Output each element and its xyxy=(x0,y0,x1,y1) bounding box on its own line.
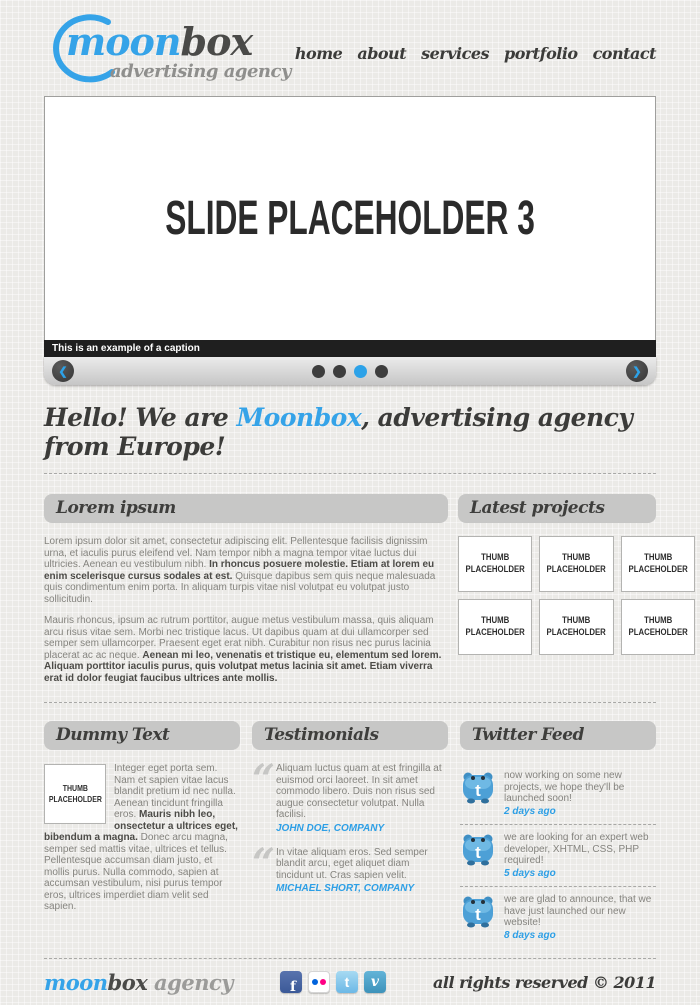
lorem-title: Lorem ipsum xyxy=(44,494,448,523)
logo-wordmark xyxy=(66,19,253,64)
footer-logo-box: box xyxy=(107,969,148,995)
footer-logo-moon: moon xyxy=(44,969,108,995)
dummy-text-section xyxy=(44,721,240,948)
logo-tagline: advertising agency xyxy=(110,61,291,82)
tweet-text: we are glad to announce, that we have just launched our new website! xyxy=(504,894,652,928)
thumb-label: PLACEHOLDER xyxy=(628,564,688,575)
quote-icon: “ xyxy=(252,756,276,803)
twitter-icon[interactable] xyxy=(336,971,358,993)
project-thumb-6[interactable] xyxy=(621,599,695,655)
flickr-pink-dot xyxy=(320,979,326,985)
project-thumb-2[interactable] xyxy=(539,536,613,592)
testimonial-1-author[interactable]: JOHN DOE, COMPANY xyxy=(276,822,385,834)
slider-dot-2[interactable] xyxy=(333,365,346,378)
slider-dot-3-active[interactable] xyxy=(354,365,367,378)
tweet-1 xyxy=(460,763,656,825)
tweet-3-content xyxy=(504,894,656,941)
divider xyxy=(44,473,656,474)
tweet-3-time[interactable]: 8 days ago xyxy=(504,929,556,941)
flickr-blue-dot xyxy=(312,979,318,985)
copyright-text: all rights reserved © 2011 xyxy=(433,972,656,992)
vimeo-glyph: v xyxy=(370,974,380,990)
thumb-label: THUMB xyxy=(643,615,672,627)
slider-dot-1[interactable] xyxy=(312,365,325,378)
facebook-icon[interactable] xyxy=(280,971,302,993)
hello-brand: Moonbox xyxy=(236,403,362,432)
footer-logo[interactable] xyxy=(44,970,233,995)
testimonial-2 xyxy=(252,839,448,895)
content-row-top xyxy=(44,494,688,694)
flickr-icon[interactable] xyxy=(308,971,330,993)
vimeo-icon[interactable] xyxy=(364,971,386,993)
tweet-2-content xyxy=(504,832,656,879)
twitter-glyph: t xyxy=(344,974,350,990)
site-header xyxy=(44,0,656,92)
dummy-text-bold: Mauris nibh leo, onsectetur a ultrices eget, bibendum a magna. xyxy=(44,809,238,843)
thumb-label: PLACEHOLDER xyxy=(465,627,525,638)
latest-projects-title: Latest projects xyxy=(458,494,656,523)
slider-controls xyxy=(44,357,656,385)
svg-text:t: t xyxy=(475,843,481,862)
lorem-p1-text2: Quisque dapibus sem quis neque malesuada quis condimentum enim porta. In aliquam turpis vitae nisl volutpat eu volutpat justo sollicitudin. xyxy=(44,570,436,605)
tweet-2 xyxy=(460,825,656,887)
project-thumb-3[interactable] xyxy=(621,536,695,592)
testimonial-1-text: Aliquam luctus quam at est fringilla at euismod orci laoreet. In sit amet commodo libero. Duis non risus sed augue consectetur volutpat. Nulla facilisi. xyxy=(276,763,442,820)
tweet-1-content xyxy=(504,770,656,817)
logo-moon: moon xyxy=(66,19,181,64)
twitter-feed-title: Twitter Feed xyxy=(460,721,656,750)
tweet-text: now working on some new projects, we hope they'll be launched soon! xyxy=(504,770,625,804)
slider-dot-4[interactable] xyxy=(375,365,388,378)
twitter-bird-icon xyxy=(460,894,496,928)
testimonials-title: Testimonials xyxy=(252,721,448,750)
testimonial-2-author[interactable]: MICHAEL SHORT, COMPANY xyxy=(276,883,415,894)
thumb-label: PLACEHOLDER xyxy=(628,627,688,638)
lorem-p1-text: Lorem ipsum dolor sit amet, consectetur adipiscing elit. Pellentesque facilisis dignissim urna, et iaculis purus eleifend vel. Nam tempor nibh a magna tempor vitae luctus dui ultricies. Aenean eu vestibulum nibh. xyxy=(44,536,428,570)
projects-grid xyxy=(458,536,688,655)
thumb-label: PLACEHOLDER xyxy=(546,564,607,575)
site-footer xyxy=(44,959,656,1005)
dummy-text-title: Dummy Text xyxy=(44,721,240,750)
facebook-glyph: f xyxy=(289,979,297,995)
lorem-section xyxy=(44,494,448,694)
thumb-label: THUMB xyxy=(62,783,88,794)
testimonials-section xyxy=(252,721,448,948)
prev-arrow-icon[interactable]: ❮ xyxy=(52,360,74,382)
project-thumb-1[interactable] xyxy=(458,536,532,592)
quote-icon: “ xyxy=(252,839,276,887)
next-arrow-icon[interactable]: ❯ xyxy=(626,360,648,382)
slide-title: SLIDE PLACEHOLDER 3 xyxy=(165,192,535,245)
nav-portfolio[interactable]: portfolio xyxy=(504,43,578,63)
dummy-text-body xyxy=(44,763,240,913)
testimonial-2-text: In vitae aliquam eros. Sed semper blandit arcu, eget aliquet diam tincidunt ut. Cras sapien velit. xyxy=(276,846,428,881)
tweet-2-time[interactable]: 5 days ago xyxy=(504,867,556,879)
dummy-text2: Donec arcu magna, semper sed mattis vitae, ultrices et tellus. Pellentesque accumsan diam justo, et mollis purus. Nulla commodo, sapien at accumsan vestibulum, nisi purus tempor eros, ultrices imperdiet diam velit sed sapien. xyxy=(44,832,228,912)
svg-text:t: t xyxy=(475,905,481,924)
slide xyxy=(44,96,656,340)
latest-projects-section xyxy=(458,494,688,694)
slide-caption: This is an example of a caption xyxy=(44,340,656,357)
lorem-paragraph-2 xyxy=(44,615,448,684)
thumb-label: THUMB xyxy=(562,615,591,627)
thumb-label: THUMB xyxy=(562,552,591,564)
tweet-1-time[interactable]: 2 days ago xyxy=(504,805,556,817)
logo-box: box xyxy=(180,19,253,64)
dummy-text: Integer eget porta sem. Nam et sapien vitae lacus blandit pretium id nec nulla. Aenean tincidunt fringilla eros. xyxy=(114,763,236,820)
dummy-thumb[interactable] xyxy=(44,764,106,824)
svg-text:t: t xyxy=(475,781,481,800)
tweet-text: we are looking for an expert web developer, XHTML, CSS, PHP required! xyxy=(504,832,649,866)
twitter-feed-section xyxy=(460,721,656,948)
footer-logo-agency: agency xyxy=(147,969,233,995)
lorem-p1-bold: In rhoncus posuere molestie. Etiam at lorem eu enim scelerisque cursus sodales at est. xyxy=(44,559,435,582)
lorem-p2-text: Mauris rhoncus, ipsum ac rutrum porttitor, augue metus vestibulum massa, quis aliquam arcu risus vitae sem. Morbi nec tristique lacus. Ut dapibus quam at dui ullamcorper sed semper sem ullamcorper. Praesent eget erat nibh. Curabitur non risus nec purus lacinia placerat ac ac neque. xyxy=(44,615,434,661)
thumb-label: THUMB xyxy=(643,552,672,564)
lorem-p2-bold: Aenean mi leo, venenatis et tristique eu, elementum sed lorem. Aliquam porttitor iaculis purus, quis volutpat metus lacinia sit amet. Etiam viverra erat id dolor feugiat faucibus ultrices ante mollis. xyxy=(44,649,442,684)
logo[interactable] xyxy=(44,9,294,89)
hello-suffix: , advertising agency from Europe! xyxy=(44,403,633,461)
slider-dots xyxy=(312,365,388,378)
lorem-paragraph-1 xyxy=(44,536,448,605)
nav-about[interactable]: about xyxy=(357,43,407,63)
project-thumb-5[interactable] xyxy=(539,599,613,655)
nav-contact[interactable]: contact xyxy=(592,43,656,63)
twitter-bird-icon xyxy=(460,832,496,866)
nav-home[interactable]: home xyxy=(294,43,343,63)
hello-heading xyxy=(44,403,656,461)
slider xyxy=(44,96,656,385)
hello-prefix: Hello! We are xyxy=(44,403,237,432)
testimonial-1 xyxy=(252,756,448,834)
thumb-label: PLACEHOLDER xyxy=(48,794,102,804)
thumb-label: PLACEHOLDER xyxy=(465,564,525,575)
main-nav xyxy=(295,36,656,63)
twitter-bird-icon xyxy=(460,770,496,804)
nav-services[interactable]: services xyxy=(421,43,489,63)
thumb-label: THUMB xyxy=(481,615,510,627)
divider xyxy=(44,702,656,703)
project-thumb-4[interactable] xyxy=(458,599,532,655)
content-row-bottom xyxy=(44,721,656,948)
thumb-label: PLACEHOLDER xyxy=(546,627,607,638)
tweet-3 xyxy=(460,887,656,948)
thumb-label: THUMB xyxy=(481,552,510,564)
social-icons xyxy=(280,971,386,993)
